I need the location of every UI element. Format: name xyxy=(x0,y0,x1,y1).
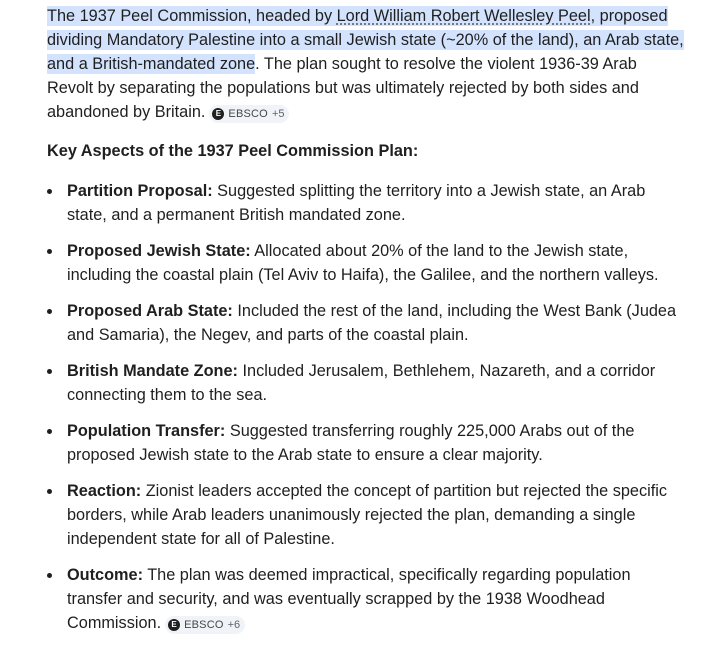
outcome-source-chip-ebsco[interactable] xyxy=(165,616,245,634)
section-heading: Key Aspects of the 1937 Peel Commission Plan: xyxy=(47,142,419,160)
key-aspects-list xyxy=(47,179,684,635)
bullet-icon xyxy=(47,189,52,194)
item-label: Proposed Jewish State: xyxy=(67,242,251,260)
item-text: Included the rest of the land, including the West Bank (Judea and Samaria), the Negev, and parts of the coastal plain. xyxy=(67,302,677,344)
ebsco-icon: E xyxy=(212,108,224,120)
item-label: Proposed Arab State: xyxy=(67,302,233,320)
bullet-icon xyxy=(47,489,52,494)
item-label: Population Transfer: xyxy=(67,422,226,440)
bullet-icon xyxy=(47,573,52,578)
item-text: Zionist leaders accepted the concept of partition but rejected the specific borders, while Arab leaders unanimously rejected the plan, demanding a single independent state for all of Palestine. xyxy=(67,482,668,548)
item-text: Suggested transferring roughly 225,000 Arabs out of the proposed Jewish state to the Arab state to ensure a clear majority. xyxy=(67,422,635,464)
list-item xyxy=(47,419,684,467)
list-item xyxy=(47,479,684,551)
intro-paragraph xyxy=(47,4,684,124)
peel-link[interactable]: Lord William Robert Wellesley Peel xyxy=(336,7,591,25)
intro-highlight-pre: The 1937 Peel Commission, headed by xyxy=(47,7,337,25)
intro-rest: . The plan sought to resolve the violent 1936-39 Arab Revolt by separating the populations but was ultimately rejected by both sides and abandoned by Britain. xyxy=(47,55,639,121)
source-chip-name: EBSCO xyxy=(184,619,224,631)
item-text: Included Jerusalem, Bethlehem, Nazareth, and a corridor connecting them to the sea. xyxy=(67,362,656,404)
source-chip-count: +5 xyxy=(271,108,285,120)
list-item xyxy=(47,179,684,227)
item-label: Outcome: xyxy=(67,566,143,584)
bullet-icon xyxy=(47,369,52,374)
item-label: British Mandate Zone: xyxy=(67,362,238,380)
list-item xyxy=(47,563,684,635)
item-label: Partition Proposal: xyxy=(67,182,213,200)
source-chip-count: +6 xyxy=(227,619,241,631)
item-text: Allocated about 20% of the land to the Jewish state, including the coastal plain (Tel Aviv to Haifa), the Galilee, and the northern valleys. xyxy=(67,242,659,284)
intro-highlight-post: , proposed dividing Mandatory Palestine into a small Jewish state (~20% of the land), an Arab state, and a British-mandated zone xyxy=(47,7,684,73)
source-chip-name: EBSCO xyxy=(228,108,268,120)
item-text: Suggested splitting the territory into a Jewish state, an Arab state, and a permanent British mandated zone. xyxy=(67,182,646,224)
source-chip-ebsco[interactable] xyxy=(209,105,289,123)
bullet-icon xyxy=(47,429,52,434)
list-item xyxy=(47,299,684,347)
ebsco-icon: E xyxy=(168,619,180,631)
bullet-icon xyxy=(47,309,52,314)
item-text: The plan was deemed impractical, specifically regarding population transfer and security, and was eventually scrapped by the 1938 Woodhead Commission. xyxy=(67,566,631,632)
bullet-icon xyxy=(47,249,52,254)
item-label: Reaction: xyxy=(67,482,142,500)
list-item xyxy=(47,239,684,287)
list-item xyxy=(47,359,684,407)
